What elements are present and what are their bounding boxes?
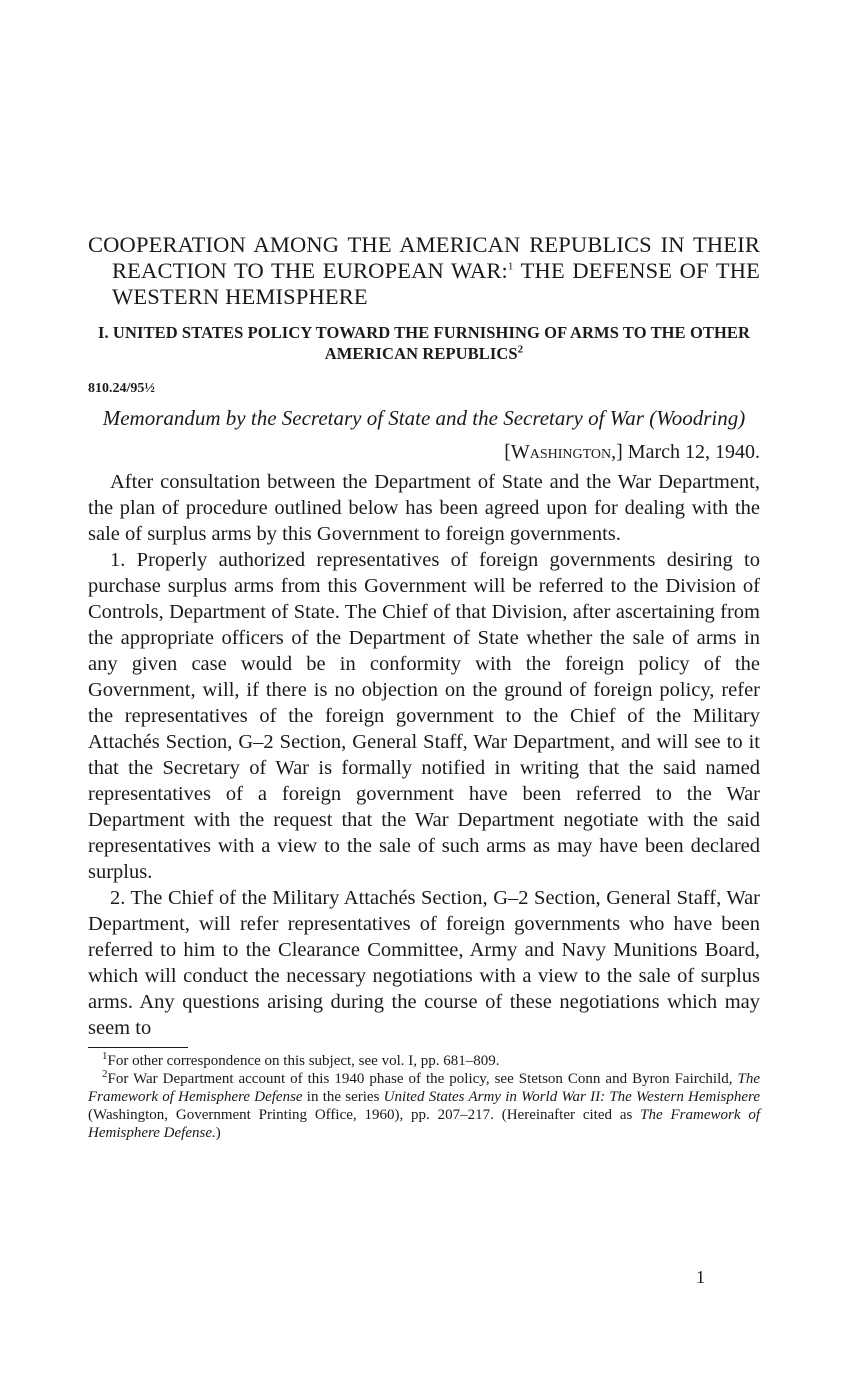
body-paragraph: 1. Properly authorized representatives of foreign governments desiring to purchase surplus arms from this Government will be referred to the Division of Controls, Department of State. The Chief of that Division, after ascertaining from the appropriate officers of the Department of State whether the sale of arms in any given case would be in conformity with the foreign policy of the Government, will, if there is no objection on the ground of foreign policy, refer the representatives of the foreign government to the Chief of the Military Attachés Section, G–2 Section, General Staff, War Department, and will see to it that the Secretary of War is formally notified in writing that the said named representatives of a foreign government have been referred to the War Department with the request that the War Department negotiate with the said representatives with a view to the sale of such arms as may have been declared surplus.: [88, 549, 760, 883]
page-number: 1: [696, 1267, 705, 1287]
body-paragraph: After consultation between the Department of State and the War Department, the plan of procedure outlined below has been agreed upon for dealing with the sale of surplus arms by this Government to foreign governments.: [88, 471, 760, 545]
document-heading: Memorandum by the Secretary of State and the Secretary of War (Woodring): [102, 406, 746, 430]
cited-series: United States Army in World War II: The Western Hemisphere: [383, 1089, 760, 1105]
footnote-1: [88, 1052, 760, 1070]
cited-title-short: The Framework of Hemisphere Defense.: [88, 1107, 760, 1141]
dateline-place: [Washington,]: [504, 441, 623, 463]
footnote-ref-2[interactable]: 2: [517, 343, 524, 356]
footnote-text: in the series: [302, 1089, 384, 1105]
dateline-date: March 12, 1940.: [622, 441, 760, 463]
file-number: 810.24/95½: [88, 381, 155, 396]
chapter-title: [88, 232, 760, 310]
document-page: [88, 232, 760, 1142]
footnote-text: (Washington, Government Printing Office, 1960), pp. 207–217. (Hereinafter cited as: [88, 1107, 641, 1123]
cited-title: The Framework of Hemisphere Defense: [88, 1071, 760, 1105]
chapter-title-text: COOPERATION AMONG THE AMERICAN REPUBLICS IN THEIR REACTION TO THE EUROPEAN WAR:: [88, 232, 760, 283]
body-paragraph: 2. The Chief of the Military Attachés Section, G–2 Section, General Staff, War Department, will refer representatives of foreign governments who have been referred to him to the Clearance Committee, Army and Navy Munitions Board, which will conduct the necessary negotiations with a view to the sale of surplus arms. Any questions arising during the course of these negotiations which may seem to: [88, 887, 760, 1039]
chapter-title-continuation: THE DEFENSE OF THE WESTERN HEMISPHERE: [112, 258, 761, 309]
footnote-mark: 2: [102, 1068, 108, 1080]
footnote-ref-1[interactable]: 1: [507, 260, 514, 273]
dateline: [88, 439, 760, 465]
footnote-text: For War Department account of this 1940 phase of the policy, see Stetson Conn and Byron Fairchild,: [107, 1071, 738, 1087]
section-title: [88, 322, 760, 364]
footnote-text: ): [215, 1125, 221, 1141]
footnote-divider: [88, 1047, 188, 1048]
section-title-text: I. UNITED STATES POLICY TOWARD THE FURNISHING OF ARMS TO THE OTHER AMERICAN REPUBLICS: [97, 323, 751, 363]
footnote-text: For other correspondence on this subject, see vol. I, pp. 681–809.: [107, 1053, 500, 1069]
footnote-mark: 1: [102, 1050, 108, 1062]
footnote-2: [88, 1070, 760, 1142]
